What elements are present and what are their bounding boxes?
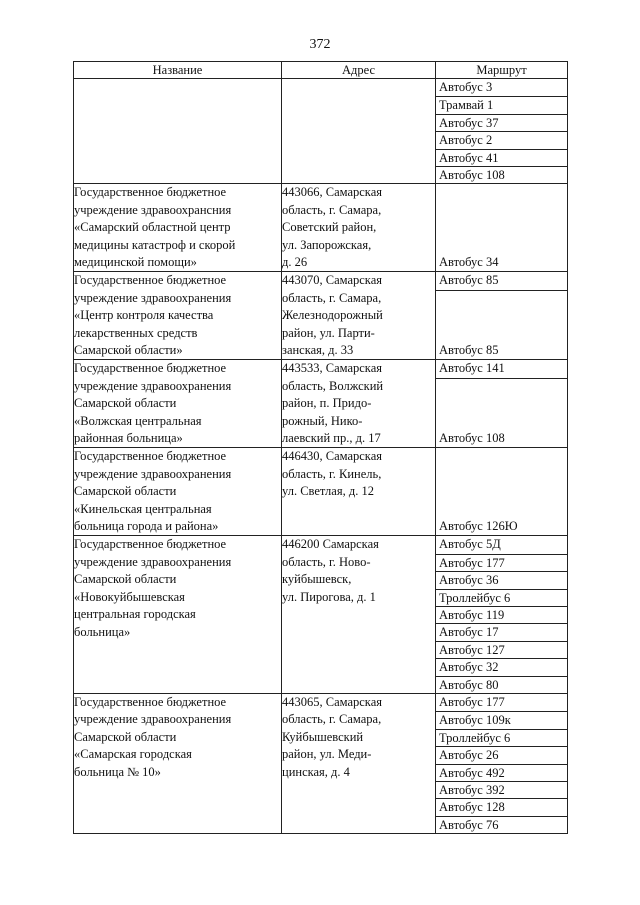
institution-name-line: Государственное бюджетное bbox=[74, 537, 227, 552]
route-list bbox=[436, 536, 567, 693]
institution-name-cell bbox=[74, 184, 282, 272]
table-row bbox=[74, 448, 568, 536]
address-line: область, г. Самара, bbox=[282, 290, 382, 305]
table-row bbox=[74, 79, 568, 184]
route-item: Автобус 32 bbox=[436, 658, 567, 675]
route-spacer bbox=[436, 184, 567, 254]
route-item: Автобус 76 bbox=[436, 816, 567, 833]
institution-name-line: «Самарский областной центр bbox=[74, 220, 231, 235]
route-list bbox=[436, 79, 567, 183]
table-row bbox=[74, 693, 568, 833]
address-line: Железнодорожный bbox=[282, 308, 383, 323]
address-line: 443066, Самарская bbox=[282, 185, 382, 200]
route-list bbox=[436, 360, 567, 447]
institution-name-cell bbox=[74, 693, 282, 833]
address-cell bbox=[282, 693, 436, 833]
institution-name-line: учреждение здравоохранения bbox=[74, 290, 232, 305]
route-item: Автобус 109к bbox=[436, 711, 567, 728]
institution-name-line: районная больница» bbox=[74, 431, 183, 446]
table-row bbox=[74, 536, 568, 694]
institution-name-line: «Волжская центральная bbox=[74, 413, 202, 428]
route-spacer bbox=[436, 378, 567, 430]
address-line: куйбышевск, bbox=[282, 572, 352, 587]
route-item: Автобус 5Д bbox=[439, 537, 501, 552]
route-item: Автобус 80 bbox=[436, 676, 567, 693]
route-item: Автобус 177 bbox=[436, 554, 567, 571]
institution-name-line: «Кинельская центральная bbox=[74, 501, 212, 516]
institution-name-line: лекарственных средств bbox=[74, 325, 198, 340]
institution-name-line: медицинской помощи» bbox=[74, 254, 197, 269]
institution-name-line: учреждение здравоохранения bbox=[74, 554, 232, 569]
route-cell bbox=[436, 79, 568, 184]
route-item: Троллейбус 6 bbox=[436, 589, 567, 606]
address-line: 443533, Самарская bbox=[282, 361, 382, 376]
institution-name-cell bbox=[74, 536, 282, 694]
transport-routes-table bbox=[73, 61, 568, 834]
route-list bbox=[436, 184, 567, 271]
address-line: ул. Пирогова, д. 1 bbox=[282, 589, 376, 604]
address-line: лаевский пр., д. 17 bbox=[282, 431, 381, 446]
route-list bbox=[436, 272, 567, 359]
route-item: Автобус 126Ю bbox=[439, 519, 518, 534]
address-line: занская, д. 33 bbox=[282, 343, 354, 357]
route-item: Автобус 85 bbox=[439, 343, 499, 358]
institution-name-line: Самарской области bbox=[74, 396, 177, 411]
table-row bbox=[74, 184, 568, 272]
route-item: Автобус 392 bbox=[436, 781, 567, 798]
address-cell bbox=[282, 184, 436, 272]
institution-name-line: Государственное бюджетное bbox=[74, 449, 227, 464]
route-item: Автобус 17 bbox=[436, 623, 567, 640]
header-row bbox=[74, 62, 568, 79]
address-cell bbox=[282, 360, 436, 448]
institution-name-line: центральная городская bbox=[74, 607, 196, 622]
route-item: Автобус 108 bbox=[436, 166, 567, 183]
route-list bbox=[436, 448, 567, 535]
institution-name-line: Государственное бюджетное bbox=[74, 185, 227, 200]
address-line: область, г. Ново- bbox=[282, 554, 371, 569]
route-cell bbox=[436, 693, 568, 833]
route-item: Автобус 26 bbox=[436, 746, 567, 763]
header-name: Название bbox=[74, 62, 282, 79]
institution-name-line: медицины катастроф и скорой bbox=[74, 237, 236, 252]
institution-name-cell bbox=[74, 79, 282, 184]
institution-name-line: учреждение здравоохранения bbox=[74, 378, 232, 393]
address-cell bbox=[282, 448, 436, 536]
route-cell bbox=[436, 360, 568, 448]
address-cell bbox=[282, 79, 436, 184]
route-cell bbox=[436, 536, 568, 694]
institution-name-line: учреждение здравоохранения bbox=[74, 466, 232, 481]
table-row bbox=[74, 272, 568, 360]
route-item: Автобус 127 bbox=[436, 641, 567, 658]
route-item: Автобус 2 bbox=[436, 131, 567, 148]
institution-name-line: Государственное бюджетное bbox=[74, 694, 227, 709]
institution-name-line: «Центр контроля качества bbox=[74, 308, 214, 323]
institution-name-line: Самарской области bbox=[74, 729, 177, 744]
institution-name-cell bbox=[74, 272, 282, 360]
route-item: Автобус 36 bbox=[436, 571, 567, 588]
address-line: 443070, Самарская bbox=[282, 273, 382, 288]
address-line: 443065, Самарская bbox=[282, 694, 382, 709]
address-cell bbox=[282, 536, 436, 694]
institution-name-line: больница города и района» bbox=[74, 519, 219, 534]
route-cell bbox=[436, 448, 568, 536]
route-item: Автобус 3 bbox=[439, 80, 493, 94]
institution-name-line: Самарской области» bbox=[74, 343, 183, 357]
route-cell bbox=[436, 272, 568, 360]
institution-name-line: Самарской области bbox=[74, 484, 177, 499]
route-list bbox=[436, 694, 567, 833]
address-line: район, ул. Меди- bbox=[282, 747, 372, 762]
route-item: Автобус 492 bbox=[436, 764, 567, 781]
institution-name-line: Государственное бюджетное bbox=[74, 361, 227, 376]
route-item: Автобус 34 bbox=[439, 254, 499, 269]
table-row bbox=[74, 360, 568, 448]
address-line: район, ул. Парти- bbox=[282, 325, 375, 340]
address-line: Советский район, bbox=[282, 220, 377, 235]
route-item: Автобус 128 bbox=[436, 798, 567, 815]
header-route: Маршрут bbox=[436, 62, 568, 79]
institution-name-cell bbox=[74, 448, 282, 536]
route-spacer bbox=[436, 448, 567, 518]
institution-name-line: «Новокуйбышевская bbox=[74, 589, 185, 604]
address-line: область, г. Кинель, bbox=[282, 466, 382, 481]
institution-name-line: учреждение здравоохранения bbox=[74, 712, 232, 727]
address-cell bbox=[282, 272, 436, 360]
address-line: район, п. Придо- bbox=[282, 396, 372, 411]
address-line: ул. Светлая, д. 12 bbox=[282, 484, 374, 499]
address-line: д. 26 bbox=[282, 254, 308, 269]
route-item: Автобус 141 bbox=[439, 361, 505, 376]
route-spacer bbox=[436, 290, 567, 342]
address-line: Куйбышевский bbox=[282, 729, 364, 744]
address-line: область, Волжский bbox=[282, 378, 384, 393]
route-item: Автобус 119 bbox=[436, 606, 567, 623]
route-item: Автобус 41 bbox=[436, 149, 567, 166]
address-line: цинская, д. 4 bbox=[282, 764, 350, 779]
route-item: Автобус 108 bbox=[439, 431, 505, 446]
address-line: ул. Запорожская, bbox=[282, 237, 372, 252]
address-line: 446430, Самарская bbox=[282, 449, 382, 464]
route-item: Автобус 37 bbox=[436, 114, 567, 131]
route-item: Автобус 85 bbox=[439, 273, 499, 288]
institution-name-line: больница» bbox=[74, 624, 131, 639]
route-item: Троллейбус 6 bbox=[436, 729, 567, 746]
institution-name-line: «Самарская городская bbox=[74, 747, 192, 762]
address-line: рожный, Нико- bbox=[282, 413, 363, 428]
route-cell bbox=[436, 184, 568, 272]
institution-name-line: Самарской области bbox=[74, 572, 177, 587]
header-address: Адрес bbox=[282, 62, 436, 79]
address-line: область, г. Самара, bbox=[282, 712, 382, 727]
route-item: Трамвай 1 bbox=[436, 96, 567, 113]
institution-name-line: Государственное бюджетное bbox=[74, 273, 227, 288]
institution-name-cell bbox=[74, 360, 282, 448]
address-line: область, г. Самара, bbox=[282, 202, 382, 217]
address-line: 446200 Самарская bbox=[282, 537, 379, 552]
institution-name-line: учреждение здравоохрансния bbox=[74, 202, 232, 217]
route-item: Автобус 177 bbox=[439, 694, 505, 709]
page-number: 372 bbox=[309, 37, 331, 52]
institution-name-line: больница № 10» bbox=[74, 764, 161, 779]
